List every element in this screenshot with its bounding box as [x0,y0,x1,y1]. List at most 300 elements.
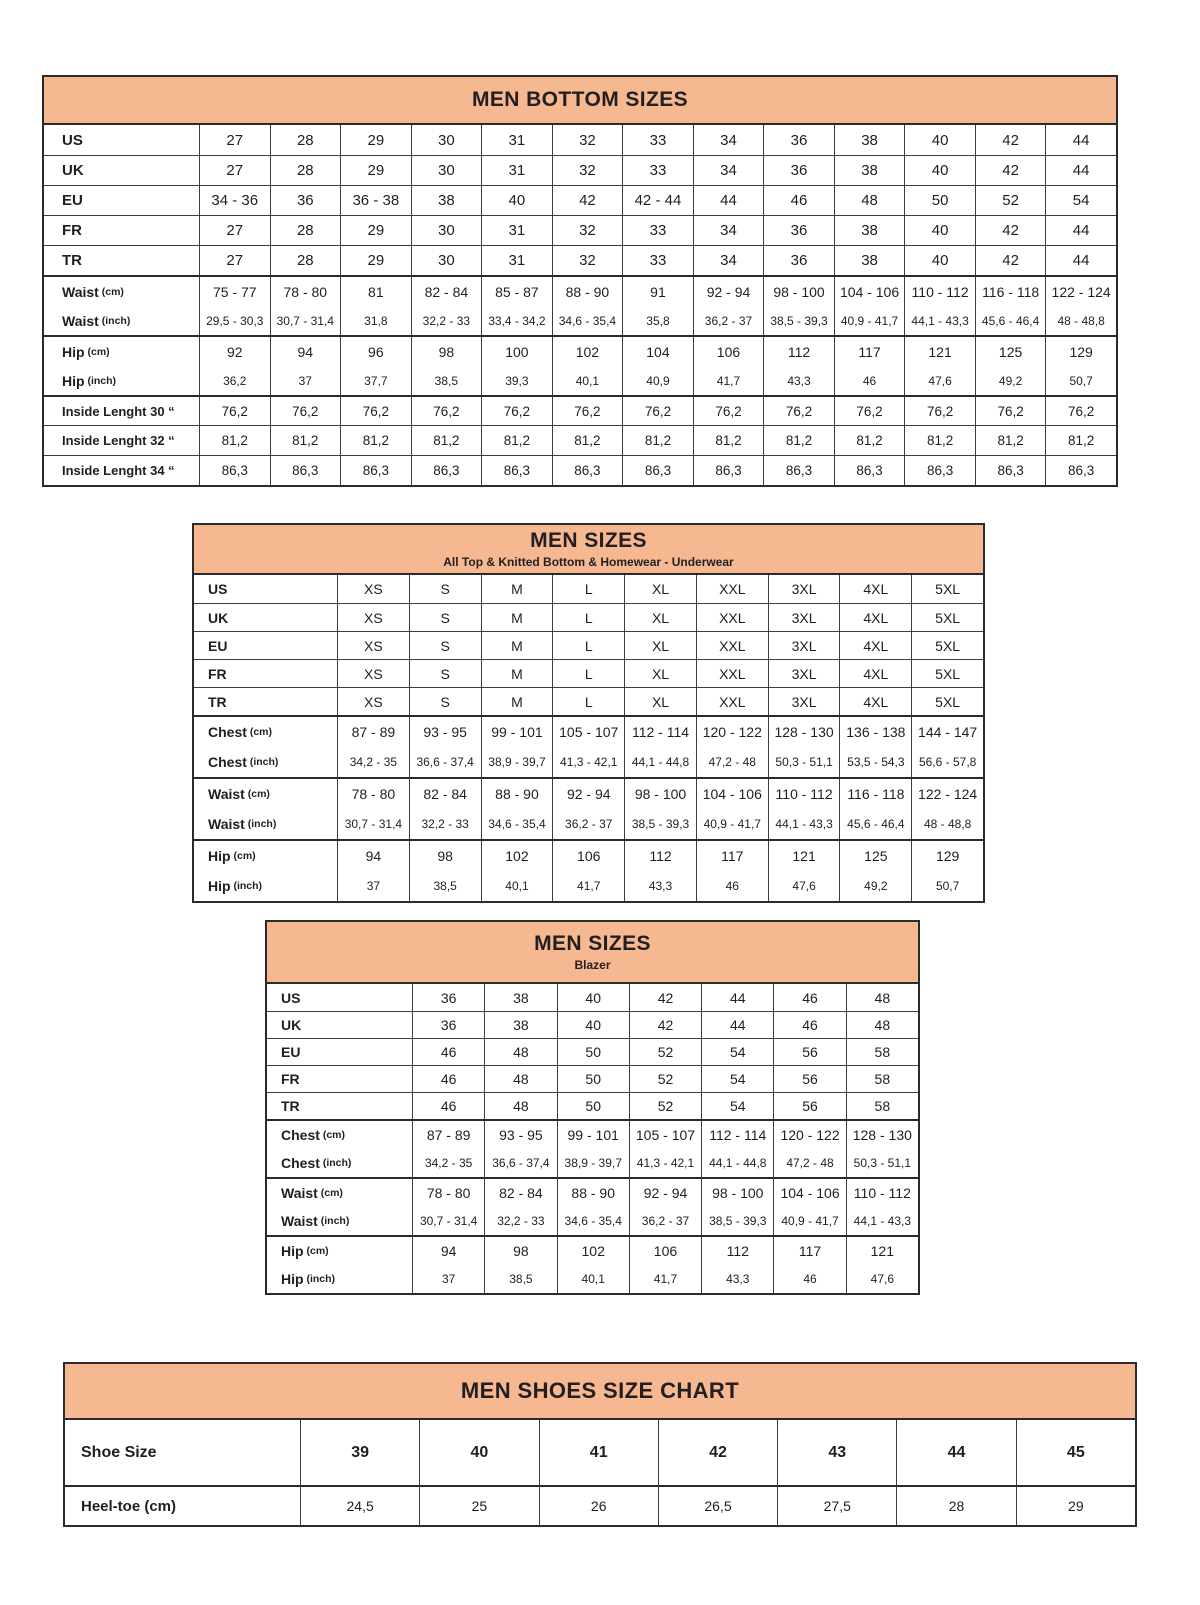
value-cell: 81,2 [1045,426,1116,455]
row-label-text: Hip [281,1243,304,1259]
row-label-text: Waist [208,786,245,802]
row-label-text: UK [281,1017,302,1033]
value-cell: 42 [975,156,1046,185]
row-header-cell [65,1487,300,1525]
value-cm: 99 - 101 [567,1127,619,1143]
value-cell [340,277,411,335]
value-cm: 116 - 118 [982,283,1040,300]
value-cell: 36 [412,984,484,1011]
row-header-cell [194,688,337,715]
value-cell: 81,2 [975,426,1046,455]
men-sizes-blazer-row [267,1011,918,1038]
value-inch: 47,6 [870,1272,894,1286]
value-cm: 116 - 118 [847,786,905,802]
value-cell: 86,3 [481,456,552,485]
value-cm: 112 [787,343,811,360]
row-label [208,581,227,597]
value-cell: 3XL [768,632,840,659]
value-cm: 122 - 124 [918,786,978,802]
value-cell: 40 [481,186,552,215]
row-header-cell [194,632,337,659]
value-cm: 82 - 84 [499,1185,543,1201]
men-sizes-blazer-table [265,920,920,1295]
row-label-text: FR [208,665,227,682]
men-bottom-sizes-table [42,75,1118,487]
men-bottom-sizes-row [44,245,1116,275]
row-label [208,638,227,654]
row-label-unit: (inch) [246,756,279,768]
value-inch: 36,2 - 37 [641,1214,690,1228]
value-inch: 44,1 - 44,8 [631,755,690,769]
value-cell: 33 [622,216,693,245]
value-cell: 27 [199,216,270,245]
value-cell: 58 [846,1093,918,1119]
value-cell: 31 [481,125,552,155]
value-cell: 81,2 [411,426,482,455]
value-cell [412,1237,484,1293]
men-sizes-blazer-row [267,1038,918,1065]
value-cell [557,1179,629,1235]
value-cell: L [552,688,624,715]
value-cell: S [409,632,481,659]
value-cell [773,1179,845,1235]
value-cell: S [409,660,481,687]
row-label-text: Hip [62,343,85,360]
value-inch: 37,7 [364,373,388,388]
value-inch: 36,2 - 37 [704,313,753,328]
value-cell: 54 [701,1093,773,1119]
men-sizes-top-row [194,687,983,715]
value-cell: 76,2 [693,397,764,425]
value-cell: 50 [557,1066,629,1092]
value-cell: 42 [552,186,623,215]
value-inch: 46 [862,373,877,388]
value-inch: 47,6 [928,373,952,388]
value-cell: 43 [777,1420,896,1485]
value-inch: 41,7 [577,879,601,893]
value-cell: 36 [412,1012,484,1038]
value-inch: 36,6 - 37,4 [492,1156,550,1170]
table-subtitle: Blazer [574,958,611,972]
row-label-unit: (cm) [317,1187,343,1199]
value-cell: XS [337,604,409,631]
value-cell [693,337,764,395]
value-inch: 44,1 - 44,8 [709,1156,767,1170]
value-cell [552,841,624,901]
value-cell: 38 [484,1012,556,1038]
value-cell: XXL [696,632,768,659]
value-cell [975,277,1046,335]
row-label-unit: (cm) [98,285,124,298]
value-cell: 40 [904,216,975,245]
value-cell: 50 [904,186,975,215]
row-label-text: Chest [208,724,247,740]
value-cell: 42 [975,216,1046,245]
value-cell: 27 [199,156,270,185]
table-body [267,984,918,1293]
row-header-cell [44,156,199,185]
value-cm: 92 - 94 [706,283,751,300]
value-cell: 36 [763,156,834,185]
value-cell: 52 [629,1066,701,1092]
row-label [62,463,175,478]
value-cell: XXL [696,575,768,603]
value-cell: 30 [411,216,482,245]
value-inch: 41,3 - 42,1 [636,1156,695,1170]
value-cell: 44 [1045,156,1116,185]
men-sizes-blazer-row [267,1119,918,1177]
row-label [281,1044,300,1060]
value-inch: 38,5 [509,1272,533,1286]
value-inch: 38,5 - 39,3 [770,313,828,328]
value-cell: 44 [1045,216,1116,245]
value-cell: 86,3 [693,456,764,485]
row-header-cell [267,1012,412,1038]
value-cell: 86,3 [199,456,270,485]
value-cell: XXL [696,604,768,631]
men-sizes-top-row [194,777,983,839]
value-cell: 31 [481,246,552,275]
row-header-cell [194,717,337,777]
value-cell: M [481,660,553,687]
value-cell: L [552,660,624,687]
value-cm: 106 [577,848,601,864]
value-cell: XS [337,575,409,603]
value-cm: 112 [649,848,672,864]
value-inch: 49,2 [864,879,888,893]
row-label-unit: (inch) [98,314,131,327]
row-header-cell [194,660,337,687]
row-label [208,841,256,871]
value-cell: S [409,604,481,631]
value-inch: 38,9 - 39,7 [564,1156,622,1170]
value-cm: 104 - 106 [839,283,900,300]
value-cell: S [409,575,481,603]
value-cell [337,717,409,777]
table-title: MEN SIZES [530,529,647,552]
value-inch: 45,6 - 46,4 [981,313,1040,328]
value-cell [337,841,409,901]
value-cell: 36 [763,246,834,275]
value-cell: 40 [557,1012,629,1038]
value-cell: 3XL [768,688,840,715]
value-cell: 36 [270,186,341,215]
men-shoes-size-chart-table [63,1362,1137,1527]
value-cell: 46 [773,984,845,1011]
value-cell: 81,2 [340,426,411,455]
value-cm: 129 [1069,343,1093,360]
row-header-cell [267,1066,412,1092]
value-cell: 40 [557,984,629,1011]
value-cell [696,779,768,839]
row-label [281,1121,345,1149]
value-cell: 44 [896,1420,1015,1485]
value-cm: 92 [226,343,243,360]
value-inch: 37 [366,879,381,893]
row-label [281,1149,351,1177]
value-cm: 82 - 84 [423,786,467,802]
men-sizes-blazer-row [267,1177,918,1235]
row-label-unit: (inch) [317,1215,350,1227]
value-cm: 117 [721,848,744,864]
row-label-text: Inside Lenght 30 “ [62,403,175,419]
value-cell [911,779,983,839]
row-label [62,433,175,448]
value-cm: 94 [297,343,314,360]
value-cell: 81,2 [904,426,975,455]
value-inch: 48 - 48,8 [923,817,972,831]
row-header-cell [44,337,199,395]
value-cell: 44 [701,984,773,1011]
value-cell [409,717,481,777]
value-cell [484,1237,556,1293]
value-inch: 34,2 - 35 [424,1156,473,1170]
row-label [62,366,116,395]
value-cell: 42 [629,1012,701,1038]
value-cm: 87 - 89 [426,1127,471,1143]
value-cell: 32 [552,125,623,155]
value-cell: M [481,688,553,715]
value-cell: 30 [411,156,482,185]
value-cm: 110 - 112 [911,283,969,300]
value-cell [846,1121,918,1177]
value-cell [1045,277,1116,335]
value-cell: XS [337,688,409,715]
row-label [62,252,82,269]
value-cell: 76,2 [199,397,270,425]
men-bottom-sizes-row [44,335,1116,395]
row-label-text: TR [281,1098,300,1114]
row-label [62,162,84,179]
row-label [62,306,130,335]
value-cell: 48 [846,1012,918,1038]
table-subtitle: All Top & Knitted Bottom & Homewear - Underwear [443,555,734,569]
value-cell: 81,2 [199,426,270,455]
value-cell: 46 [412,1066,484,1092]
value-cell: 48 [484,1039,556,1065]
value-cm: 128 - 130 [774,724,834,740]
row-label-unit: (cm) [303,1245,329,1257]
value-cm: 88 - 90 [495,786,539,802]
value-cm: 117 [858,343,881,360]
value-inch: 50,7 [1069,373,1093,388]
men-sizes-top-table [192,523,985,903]
value-cell [270,337,341,395]
value-inch: 37 [298,373,312,388]
value-cell: 33 [622,246,693,275]
value-cell: 28 [896,1487,1015,1525]
value-cell: 40 [904,125,975,155]
value-inch: 39,3 [505,373,529,388]
value-cell: 28 [270,156,341,185]
row-label [62,222,82,239]
row-label-text: Chest [208,754,247,770]
value-cell: 5XL [911,688,983,715]
value-inch: 46 [803,1272,817,1286]
value-cell: 42 [975,246,1046,275]
men-sizes-blazer-row [267,1065,918,1092]
row-label-text: EU [281,1044,301,1060]
men-sizes-top-row [194,631,983,659]
value-cell [629,1237,701,1293]
value-cm: 105 - 107 [635,1127,696,1143]
value-cell [270,277,341,335]
value-cell: 34 [693,125,764,155]
value-inch: 40,9 - 41,7 [703,817,761,831]
value-cell: 5XL [911,575,983,603]
value-cm: 117 [798,1243,822,1259]
row-label-text: Hip [208,848,231,864]
value-cell [696,841,768,901]
value-cell: 45 [1016,1420,1135,1485]
value-cm: 112 - 114 [631,724,690,740]
value-cell [846,1179,918,1235]
row-label [208,871,262,901]
value-cell [552,717,624,777]
row-label-unit: (inch) [84,374,117,387]
row-label-text: Hip [208,878,231,894]
value-cell: XL [624,660,696,687]
row-label-text: Waist [208,816,245,832]
row-label-text: Inside Lenght 34 “ [62,463,175,478]
row-label-unit: (inch) [230,880,263,892]
value-cell: 25 [419,1487,538,1525]
value-cell [484,1121,556,1177]
row-label [208,717,272,747]
value-cell: 81,2 [763,426,834,455]
value-cm: 112 - 114 [709,1127,767,1143]
value-cell: 40 [904,156,975,185]
value-cell: L [552,575,624,603]
row-label [281,1207,349,1235]
row-label-unit: (cm) [84,345,110,358]
value-cell: 86,3 [622,456,693,485]
value-inch: 38,5 - 39,3 [709,1214,767,1228]
row-label [208,779,270,809]
value-cell: L [552,632,624,659]
men-bottom-sizes-row [44,185,1116,215]
value-cell: 38 [411,186,482,215]
value-cell: 3XL [768,575,840,603]
table-title: MEN SHOES SIZE CHART [460,1378,740,1403]
value-cell: 4XL [839,632,911,659]
row-label-text: EU [208,637,228,654]
men-sizes-top-row [194,575,983,603]
row-label-text: UK [62,162,84,179]
value-inch: 43,3 [648,879,673,893]
value-inch: 47,2 - 48 [708,755,756,769]
value-cell: 48 [484,1093,556,1119]
value-cm: 104 [646,343,670,360]
value-cm: 102 [505,848,529,864]
row-label [281,1017,301,1033]
value-cell: 4XL [839,604,911,631]
value-cell: 86,3 [763,456,834,485]
row-label-text: Chest [281,1155,320,1171]
value-cm: 105 - 107 [559,724,619,740]
value-cell: 76,2 [1045,397,1116,425]
value-cell [693,277,764,335]
value-cell [484,1179,556,1235]
value-cell: 58 [846,1066,918,1092]
value-cell [1045,337,1116,395]
table-header [267,922,918,984]
value-cm: 88 - 90 [571,1185,615,1201]
value-cell [624,717,696,777]
value-cell: 5XL [911,604,983,631]
value-cell [411,277,482,335]
value-cell [337,779,409,839]
value-cm: 104 - 106 [702,786,762,802]
row-label [62,404,175,419]
table-header [194,525,983,575]
value-cell: 81,2 [622,426,693,455]
value-inch: 33,4 - 34,2 [488,313,546,328]
men-bottom-sizes-row [44,275,1116,335]
row-header-cell [267,1179,412,1235]
value-cell: 26,5 [658,1487,777,1525]
table-header [65,1364,1135,1420]
value-cell: 76,2 [340,397,411,425]
value-cell: 32 [552,156,623,185]
value-cell: 48 [484,1066,556,1092]
value-inch: 30,7 - 31,4 [419,1214,478,1228]
value-cell [624,841,696,901]
value-inch: 49,2 [998,373,1023,388]
value-cell [340,337,411,395]
value-cm: 91 [650,283,666,300]
value-cm: 122 - 124 [1051,283,1111,300]
value-cell: 38 [834,246,905,275]
value-inch: 43,3 [726,1272,750,1286]
value-inch: 47,6 [792,879,816,893]
table-title: MEN BOTTOM SIZES [471,88,689,111]
value-cell [839,779,911,839]
value-cell [552,337,623,395]
value-cm: 128 - 130 [852,1127,912,1143]
men-bottom-sizes-row [44,215,1116,245]
table-body [44,125,1116,485]
row-label [281,990,300,1006]
value-cell [412,1179,484,1235]
value-cm: 125 [864,848,888,864]
value-cell: 36 [763,216,834,245]
row-label-text: Shoe Size [81,1443,157,1461]
row-header-cell [44,397,199,425]
value-cell: 81,2 [693,426,764,455]
value-cell: 40 [419,1420,538,1485]
value-cell: 48 [846,984,918,1011]
value-cm: 87 - 89 [351,724,396,740]
value-cm: 121 [928,343,952,360]
value-cell: 29 [1016,1487,1135,1525]
value-cell: 50 [557,1093,629,1119]
value-inch: 31,8 [364,313,388,328]
value-cell [412,1121,484,1177]
value-cell: 58 [846,1039,918,1065]
value-cell: 54 [701,1039,773,1065]
value-inch: 32,2 - 33 [422,313,471,328]
value-cm: 110 - 112 [853,1185,911,1201]
row-label [281,1098,300,1114]
value-cell [409,841,481,901]
value-cell: 39 [300,1420,419,1485]
value-cell: 86,3 [834,456,905,485]
value-inch: 29,5 - 30,3 [206,313,264,328]
value-cell: 56 [773,1039,845,1065]
value-cell [846,1237,918,1293]
value-cell: XXL [696,688,768,715]
